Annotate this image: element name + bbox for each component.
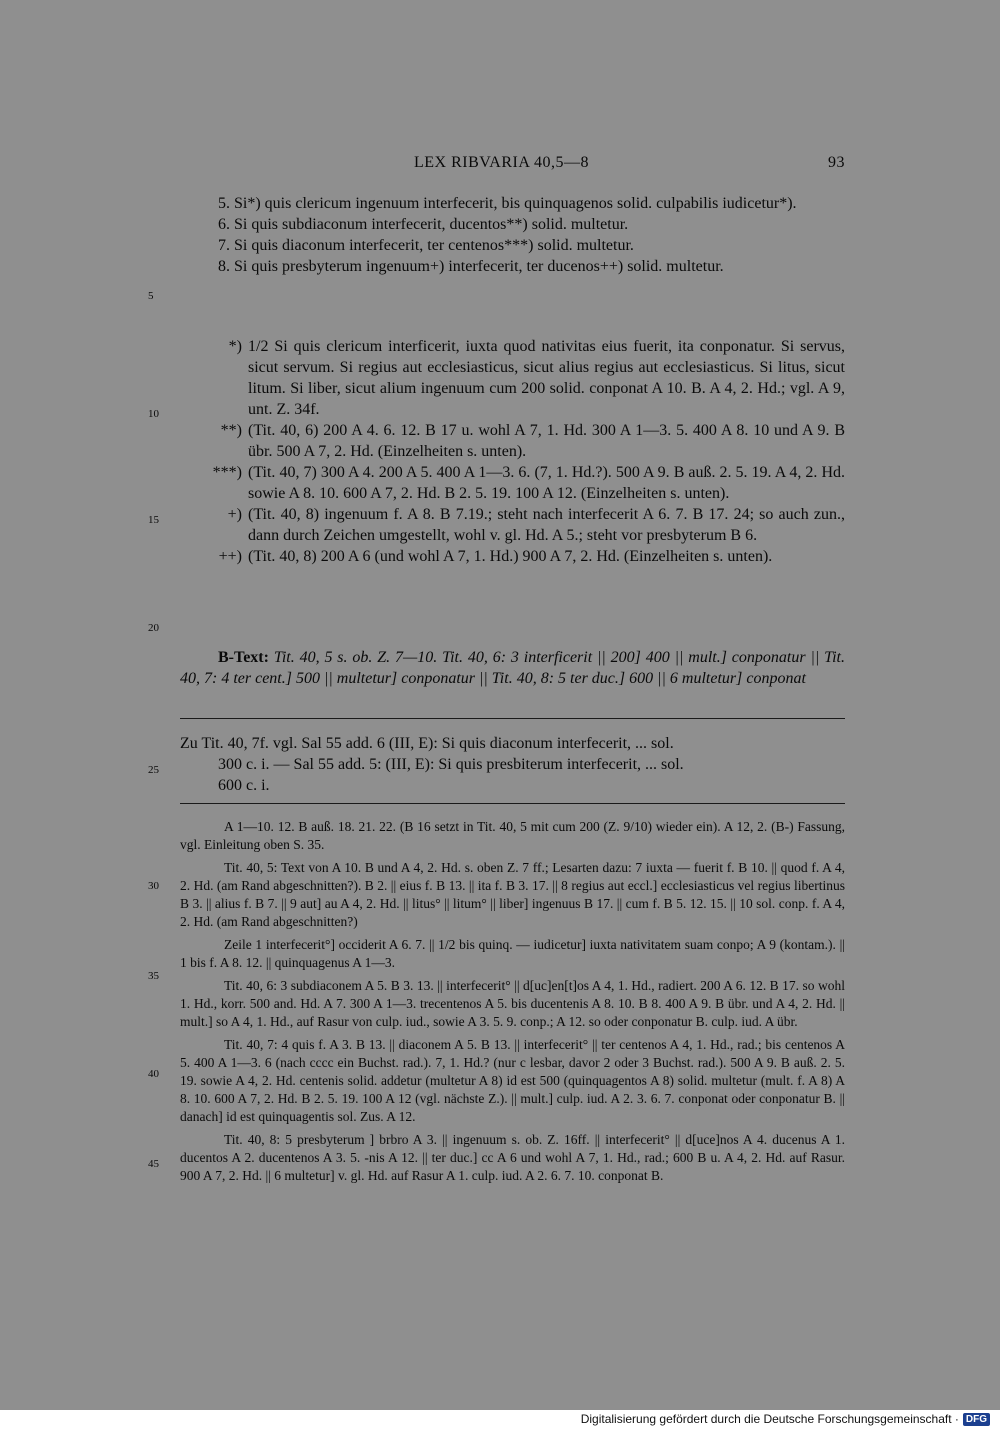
line-number: 30 [148,880,159,892]
footnote-mark: ***) [212,464,242,481]
apparatus-entry: Zeile 1 interfecerit°] occiderit A 6. 7. || 1/2 bis quinq. — iudicetur] iuxta nativitatem suam conpo; A 9 (kontam.). || 1 bis f. A 8. 12. || quinquagenus A 1—3. [180,937,845,970]
footer-text: Digitalisierung gefördert durch die Deutsche Forschungsgemeinschaft · [580,1412,959,1426]
b-text-body: Tit. 40, 5 s. ob. Z. 7—10. Tit. 40, 6: 3 interficerit || 200] 400 || mult.] conponatur || Tit. 40, 7: 4 ter cent.] 500 || multetur] conponatur || Tit. 40, 8: 5 ter duc.] 600 || 6 multetur] conponat [180,649,845,687]
page-number: 93 [828,154,845,171]
line-number: 35 [148,970,159,982]
critical-apparatus [180,818,845,1185]
footnote [180,336,845,420]
apparatus-entry: A 1—10. 12. B auß. 18. 21. 22. (B 16 setzt in Tit. 40, 5 mit cum 200 (Z. 9/10) wieder ein). A 12, 2. (B-) Fassung, vgl. Einleitung oben S. 35. [180,819,845,852]
parallel-line: 300 c. i. — Sal 55 add. 5: (III, E): Si quis presbiterum interfecerit, ... sol. [218,756,684,773]
line-number: 5 [148,290,154,302]
footnotes [180,336,845,567]
apparatus-entry: Tit. 40, 5: Text von A 10. B und A 4, 2. Hd. s. oben Z. 7 ff.; Lesarten dazu: 7 iuxta — fuerit f. B 10. || quod f. A 4, 2. Hd. (am Rand abgeschnitten?). B 2. || eius f. B 13. || ita f. B 3. 17. || 8 regius aut eccl.] ecclesiasticus vel regius libertinus B 3. || alius f. B 7. || 9 aut] au A 4, 2. Hd. || litus° || litum° || liber] ingenuus B 17. || cum f. B 5. 12. 15. || 10 sol. conp. f. A 4, 2. Hd. (am Rand abgeschnitten?) [180,860,845,929]
footnote-mark: *) [228,338,242,355]
footnote [180,504,845,546]
footnote-text: (Tit. 40, 6) 200 A 4. 6. 12. B 17 u. wohl A 7, 1. Hd. 300 A 1—3. 5. 400 A 8. 10 und A 9. B übr. 500 A 7, 2. Hd. (Einzelheiten s. unten). [248,422,845,460]
footnote-mark: **) [220,422,242,439]
footnote-text: (Tit. 40, 8) 200 A 6 (und wohl A 7, 1. Hd.) 900 A 7, 2. Hd. (Einzelheiten s. unten). [248,548,773,565]
footnote-text: (Tit. 40, 7) 300 A 4. 200 A 5. 400 A 1—3. 6. (7, 1. Hd.?). 500 A 9. B auß. 2. 5. 19. A 4, 2. Hd. sowie A 8. 10. 600 A 7, 2. Hd. B 2. 5. 19. 100 A 12. (Einzelheiten s. unten). [248,464,845,502]
footnote [180,462,845,504]
law-paragraph-8: 8. Si quis presbyterum ingenuum+) interfecerit, ter ducenos++) solid. multetur. [218,258,724,275]
line-number: 25 [148,764,159,776]
divider [180,718,845,719]
running-title: LEX RIBVARIA 40,5—8 [414,154,589,171]
footnote-text: 1/2 Si quis clericum interficerit, iuxta quod nativitas eius fuerit, ita conponatur. Si servus, sicut servum. Si regius aut ecclesiasticus, sicut alius regius aut ecclesiasticus. Si litus, sicut litum. Si liber, sicut alium ingenuum cum 200 solid. conponat A 10. B. A 4, 2. Hd.; vgl. A 9, unt. Z. 34f. [248,338,845,418]
law-paragraph-7: 7. Si quis diaconum interfecerit, ter centenos***) solid. multetur. [218,237,634,254]
line-number: 45 [148,1158,159,1170]
footnote-mark: ++) [218,548,242,565]
b-text-paragraph [180,647,845,689]
dfg-logo: DFG [963,1413,990,1426]
line-number: 15 [148,514,159,526]
b-text-label: B-Text: [218,649,269,666]
parallel-line: Zu Tit. 40, 7f. vgl. Sal 55 add. 6 (III, E): Si quis diaconum interfecerit, ... sol. [180,735,674,752]
apparatus-entry: Tit. 40, 6: 3 subdiaconem A 5. B 3. 13. || interfecerit° || d[uc]en[t]os A 4, 1. Hd., radiert. 200 A 6. 12. B 17. so wohl 1. Hd., korr. 500 and. Hd. A 7. 300 A 1—3. trecentenos A 5. bis ducentenis A 8. 10. B 8. 400 A 9. B übr. und A 4, 2. Hd. || mult.] so A 4, 1. Hd., auf Rasur von culp. iud., sowie A 3. 5. 9. conp.; A 12. so oder conponatur B. culp. iud. A übr. [180,978,845,1029]
digitization-footer [581,1412,990,1426]
law-paragraph-5: 5. Si*) quis clericum ingenuum interfecerit, bis quinquagenos solid. culpabilis iudicetur*). [218,195,797,212]
footnote [180,546,845,567]
apparatus-entry: Tit. 40, 7: 4 quis f. A 3. B 13. || diaconem A 5. B 13. || interfecerit° || ter centenos A 4, 1. Hd., rad.; bis centenos A 5. 400 A 1—3. 6 (nach cccc ein Buchst. rad.). 7, 1. Hd.? (nur c lesbar, davor 2 oder 3 Buchst. rad.). 500 A 9. B auß. 2. 5. 19. sowie A 4, 2. Hd. centenis solid. addetur (multetur A 8) id est 500 (quinquagentos A 8) solid. multetur (mult. f. A 8) A 8. 10. 600 A 7, 2. Hd. B 2. 5. 19. 100 A 12 (vgl. nächste Z.). || mult.] culp. iud. A 2. 3. 6. 7. conponat oder conponatur B. || danach] id est quinquagentis sol. Zus. A 12. [180,1037,845,1124]
parallel-reference [180,733,845,796]
parallel-line: 600 c. i. [218,777,270,794]
apparatus-entry: Tit. 40, 8: 5 presbyterum ] brbro A 3. || ingenuum s. ob. Z. 16ff. || interfecerit° || d[uce]nos A 4. ducenus A 1. ducentos A 2. ducentenos A 3. 5. -nis A 12. || ter duc.] cc A 6 und wohl A 7, 1. Hd., rad.; 600 B u. A 4, 2. Hd. auf Rasur. 900 A 7, 2. Hd. || 6 multetur] v. gl. Hd. auf Rasur A 1. culp. iud. A 2. 6. 7. 10. conponat B. [180,1132,845,1183]
law-paragraph-6: 6. Si quis subdiaconum interfecerit, ducentos**) solid. multetur. [218,216,629,233]
line-number: 10 [148,408,159,420]
footnote-text: (Tit. 40, 8) ingenuum f. A 8. B 7.19.; steht nach interfecerit A 6. 7. B 17. 24; so auch zun., dann durch Zeichen umgestellt, wohl v. gl. Hd. A 5.; steht vor presbyterum B 6. [248,506,845,544]
law-text [180,193,845,277]
line-number: 40 [148,1068,159,1080]
b-text [180,647,845,689]
line-number: 20 [148,622,159,634]
divider [180,803,845,804]
footnote-mark: +) [227,506,242,523]
footnote [180,420,845,462]
